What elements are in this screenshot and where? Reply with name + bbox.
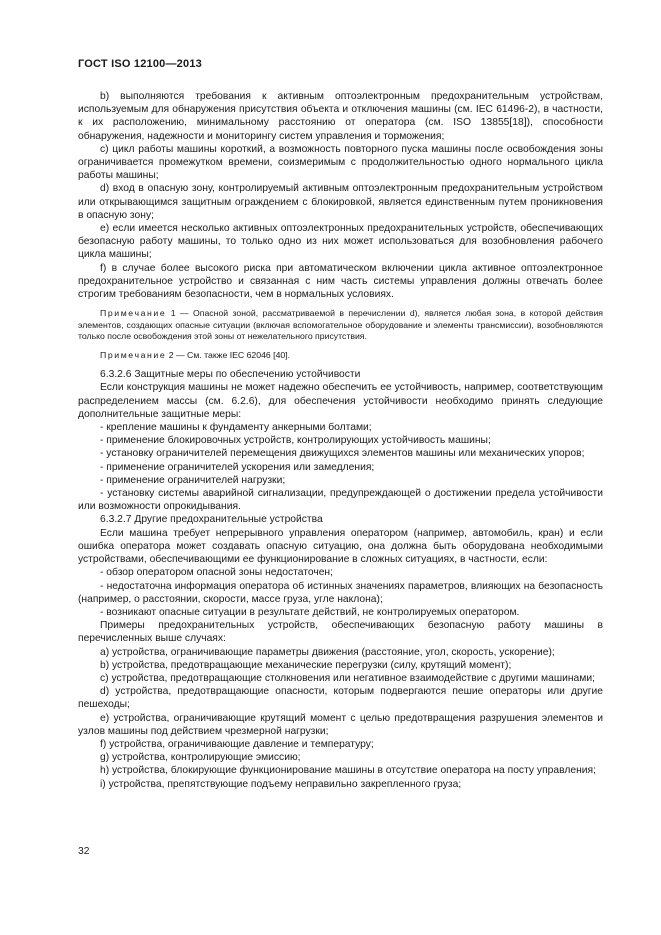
- paragraph: e) если имеется несколько активных оптоэлектронных предохранительных устройств, обеспечивающих безопасную работу машины, то только одно из них может использоваться для возобновления рабочего цикла машины;: [78, 223, 603, 261]
- paragraph: Если машина требует непрерывного управления оператором (например, автомобиль, кран) и если ошибка оператора может создавать опасную ситуацию, она должна быть оборудована необходимыми устройствами, обеспечивающими ее функционирование в сложных ситуациях, в частности, если:: [78, 527, 603, 566]
- list-item: e) устройства, ограничивающие крутящий момент с целью предотвращения разрушения элементов и узлов машины под действием чрезмерной нагрузки;: [78, 712, 603, 737]
- paragraph: d) вход в опасную зону, контролируемый активным оптоэлектронным предохранительным устройством или открывающимся защитным ограждением с блокировкой, является единственным путем проникновения в опасную зону;: [78, 183, 603, 221]
- paragraph: Если конструкция машины не может надежно обеспечить ее устойчивость, например, соответствующим распределением массы (см. 6.2.6), для обеспечения устойчивости необходимо принять следующие дополнительные защитные меры:: [78, 382, 603, 420]
- list-item: b) устройства, предотвращающие механические перегрузки (силу, крутящий момент);: [100, 659, 512, 671]
- note-1: [78, 308, 603, 343]
- note-text: 1 — Опасной зоной, рассматриваемой в перечислении d), является любая зона, в которой действия элементов, создающих опасные ситуации (включая вспомогательное оборудование и элементы трансмиссии), возобновляются только после освобождения этой зоны от нежелательного присутствия.: [78, 308, 603, 342]
- list-item: - применение блокировочных устройств, контролирующих устойчивость машины;: [100, 435, 491, 447]
- list-item: i) устройства, препятствующие подъему неправильно закрепленного груза;: [100, 778, 462, 790]
- paragraph: Примеры предохранительных устройств, обеспечивающих безопасную работу машины в перечисленных выше случаях:: [78, 620, 603, 645]
- list-item: c) устройства, предотвращающие столкновения или негативное взаимодействие с другими машинами;: [100, 672, 595, 684]
- page-header: ГОСТ ISO 12100—2013: [78, 58, 202, 70]
- list-item: - применение ограничителей нагрузки;: [100, 474, 286, 486]
- note-2: [78, 350, 603, 362]
- list-item: - возникают опасные ситуации в результате действий, не контролируемых оператором.: [100, 606, 520, 618]
- list-item: - применение ограничителей ускорения или замедления;: [100, 461, 375, 473]
- note-label: Примечание: [100, 349, 167, 360]
- list-item: - установку ограничителей перемещения движущихся элементов машины или механических упоров;: [100, 448, 585, 460]
- list-item: - обзор оператором опасной зоны недостаточен;: [100, 567, 333, 579]
- section-heading: 6.3.2.6 Защитные меры по обеспечению устойчивости: [100, 369, 361, 381]
- list-item: h) устройства, блокирующие функционирование машины в отсутствие оператора на посту управления;: [100, 765, 596, 777]
- paragraph: b) выполняются требования к активным оптоэлектронным предохранительным устройствам, используемым для обнаружения присутствия объекта и отключения машины (см. IEC 61496-2), в частности, к их расположению, минимальному расстоянию от оператора (см. ISO 13855[18]), способности обнаружения, надежности и мониторингу систем управления и торможения;: [78, 91, 603, 142]
- note-label: Примечание: [100, 308, 167, 319]
- list-item: f) устройства, ограничивающие давление и температуру;: [100, 738, 374, 750]
- list-item: d) устройства, предотвращающие опасности, которым подвергаются пешие операторы или другие пешеходы;: [78, 686, 603, 711]
- list-item: - крепление машины к фундаменту анкерными болтами;: [100, 422, 372, 434]
- body-text: [78, 90, 603, 791]
- paragraph: с) цикл работы машины короткий, а возможность повторного пуска машины после освобождения зоны ограничивается промежутком времени, соизмеримым с продолжительностью одного нормального цикла работы машины;: [78, 143, 603, 182]
- page-number: 32: [78, 846, 90, 857]
- section-heading: 6.3.2.7 Другие предохранительные устройства: [100, 514, 323, 526]
- document-page: [78, 58, 603, 791]
- list-item: g) устройства, контролирующие эмиссию;: [100, 752, 301, 764]
- list-item: a) устройства, ограничивающие параметры движения (расстояние, угол, скорость, ускорение);: [100, 646, 555, 658]
- list-item: - недостаточна информация оператора об истинных значениях параметров, влияющих на безопасность (например, о расстоянии, скорости, массе груза, угле наклона);: [78, 580, 603, 605]
- list-item: - установку системы аварийной сигнализации, предупреждающей о достижении предела устойчивости или возможности опрокидывания.: [78, 488, 603, 513]
- note-text: 2 — См. также IEC 62046 [40].: [166, 349, 291, 360]
- paragraph: f) в случае более высокого риска при автоматическом включении цикла активное оптоэлектронное предохранительное устройство и связанная с ним часть системы управления должны отвечать более строгим требованиям безопасности, чем в нормальных условиях.: [78, 262, 603, 301]
